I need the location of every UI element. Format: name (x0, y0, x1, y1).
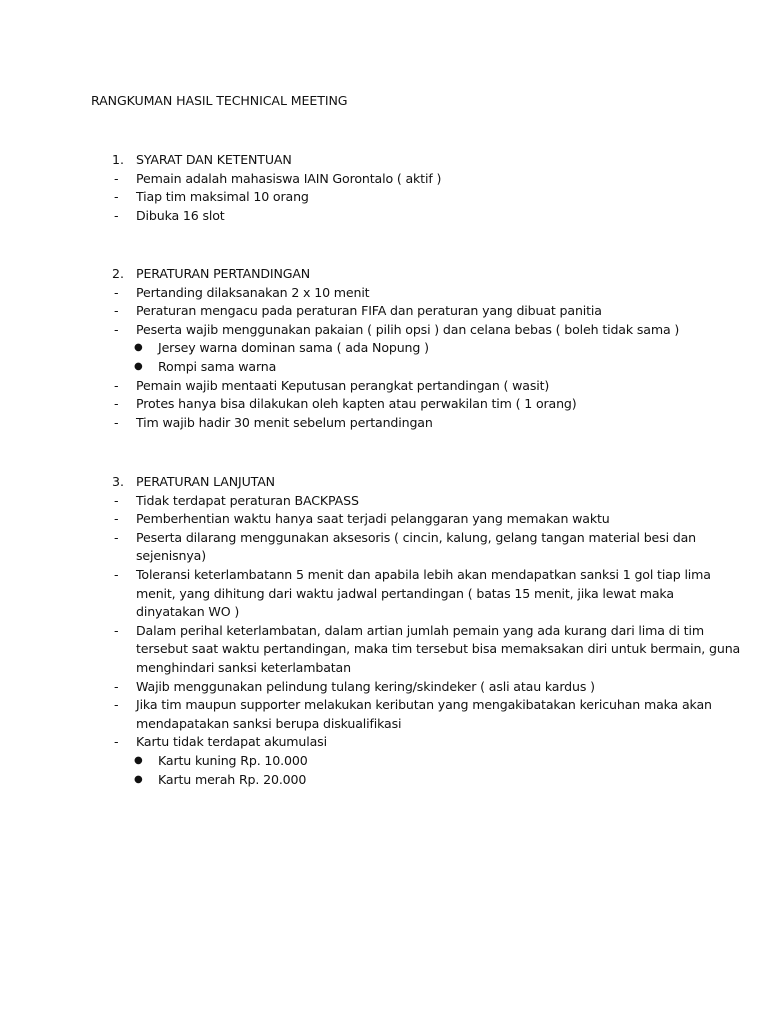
list-item-text: Peraturan mengacu pada peraturan FIFA dan peraturan yang dibuat panitia (136, 303, 602, 319)
list-item-text: mendapatakan sanksi berupa diskualifikasi (136, 715, 402, 731)
list-item (0, 622, 768, 641)
list-item (0, 510, 768, 529)
section-2 (0, 265, 768, 432)
list-item-text: Toleransi keterlambatann 5 menit dan apabila lebih akan mendapatkan sanksi 1 gol tiap lima (136, 566, 711, 582)
section-3 (0, 473, 768, 789)
sub-list-item (0, 358, 768, 377)
list-item-text: Tim wajib hadir 30 menit sebelum pertandingan (136, 414, 433, 430)
section-heading-line (0, 473, 768, 492)
list-item (0, 170, 768, 189)
list-item-text: menghindari sanksi keterlambatan (136, 659, 351, 675)
list-item (0, 566, 768, 585)
list-item (0, 492, 768, 511)
sub-list-item (0, 771, 768, 790)
dash-marker: - (114, 492, 119, 508)
list-item-text: Peserta wajib menggunakan pakaian ( pilih opsi ) dan celana bebas ( boleh tidak sama ) (136, 321, 680, 337)
list-item-continuation (0, 640, 768, 659)
bullet-icon: ● (134, 754, 143, 766)
list-item (0, 302, 768, 321)
list-item-text: Jika tim maupun supporter melakukan keributan yang mengakibatakan kericuhan maka akan (136, 697, 712, 713)
dash-marker: - (114, 414, 119, 430)
list-item (0, 678, 768, 697)
sub-list-item-text: Kartu merah Rp. 20.000 (158, 771, 307, 787)
list-item (0, 207, 768, 226)
dash-marker: - (114, 377, 119, 393)
list-item-text: Dalam perihal keterlambatan, dalam artian jumlah pemain yang ada kurang dari lima di tim (136, 622, 704, 638)
sub-list-item (0, 339, 768, 358)
section-heading-line (0, 265, 768, 284)
dash-marker: - (114, 170, 119, 186)
list-item-text: Pemain adalah mahasiswa IAIN Gorontalo ( aktif ) (136, 170, 442, 186)
dash-marker: - (114, 678, 119, 694)
list-item-continuation (0, 585, 768, 604)
bullet-icon: ● (134, 342, 143, 354)
list-item (0, 414, 768, 433)
section-1 (0, 151, 768, 225)
list-item (0, 395, 768, 414)
list-item-text: Pertanding dilaksanakan 2 x 10 menit (136, 284, 370, 300)
section-number: 1. (112, 152, 125, 167)
list-item (0, 284, 768, 303)
list-item-text: Tiap tim maksimal 10 orang (136, 189, 309, 205)
list-item-continuation (0, 603, 768, 622)
dash-marker: - (114, 529, 119, 545)
list-item (0, 529, 768, 548)
section-number: 2. (112, 266, 125, 281)
list-item-text: Pemain wajib mentaati Keputusan perangkat pertandingan ( wasit) (136, 377, 550, 393)
dash-marker: - (114, 303, 119, 319)
dash-marker: - (114, 207, 119, 223)
sub-list-item-text: Jersey warna dominan sama ( ada Nopung ) (158, 340, 429, 356)
dash-marker: - (114, 189, 119, 205)
list-item-text: Pemberhentian waktu hanya saat terjadi pelanggaran yang memakan waktu (136, 511, 610, 527)
sub-list-item-text: Rompi sama warna (158, 358, 277, 374)
bullet-icon: ● (134, 773, 143, 785)
dash-marker: - (114, 396, 119, 412)
dash-marker: - (114, 697, 119, 713)
sub-list-item (0, 752, 768, 771)
dash-marker: - (114, 511, 119, 527)
list-item-text: menit, yang dihitung dari waktu jadwal pertandingan ( batas 15 menit, jika lewat maka (136, 585, 674, 601)
bullet-icon: ● (134, 360, 143, 372)
list-item (0, 377, 768, 396)
section-number: 3. (112, 474, 125, 489)
list-item-text: Protes hanya bisa dilakukan oleh kapten atau perwakilan tim ( 1 orang) (136, 396, 577, 412)
section-heading: PERATURAN LANJUTAN (136, 474, 275, 489)
list-item-text: Tidak terdapat peraturan BACKPASS (136, 492, 359, 508)
section-heading-line (0, 151, 768, 170)
section-heading: SYARAT DAN KETENTUAN (136, 152, 292, 167)
list-item-text: Peserta dilarang menggunakan aksesoris ( cincin, kalung, gelang tangan material besi dan (136, 529, 697, 545)
dash-marker: - (114, 622, 119, 638)
list-item-text: Kartu tidak terdapat akumulasi (136, 734, 327, 750)
list-item-continuation (0, 715, 768, 734)
dash-marker: - (114, 284, 119, 300)
list-item (0, 188, 768, 207)
section-heading: PERATURAN PERTANDINGAN (136, 266, 311, 281)
sub-list-item-text: Kartu kuning Rp. 10.000 (158, 752, 308, 768)
document-title: RANGKUMAN HASIL TECHNICAL MEETING (91, 93, 348, 108)
list-item-continuation (0, 659, 768, 678)
list-item (0, 321, 768, 340)
list-item-continuation (0, 547, 768, 566)
list-item (0, 733, 768, 752)
dash-marker: - (114, 566, 119, 582)
list-item-text: Wajib menggunakan pelindung tulang kering/skindeker ( asli atau kardus ) (136, 678, 595, 694)
list-item-text: dinyatakan WO ) (136, 604, 240, 620)
list-item-text: Dibuka 16 slot (136, 207, 225, 223)
list-item-text: tersebut saat waktu pertandingan, maka tim tersebut bisa memaksakan diri untuk bermain, guna (136, 641, 741, 657)
list-item-text: sejenisnya) (136, 548, 207, 564)
list-item (0, 696, 768, 715)
dash-marker: - (114, 734, 119, 750)
dash-marker: - (114, 321, 119, 337)
